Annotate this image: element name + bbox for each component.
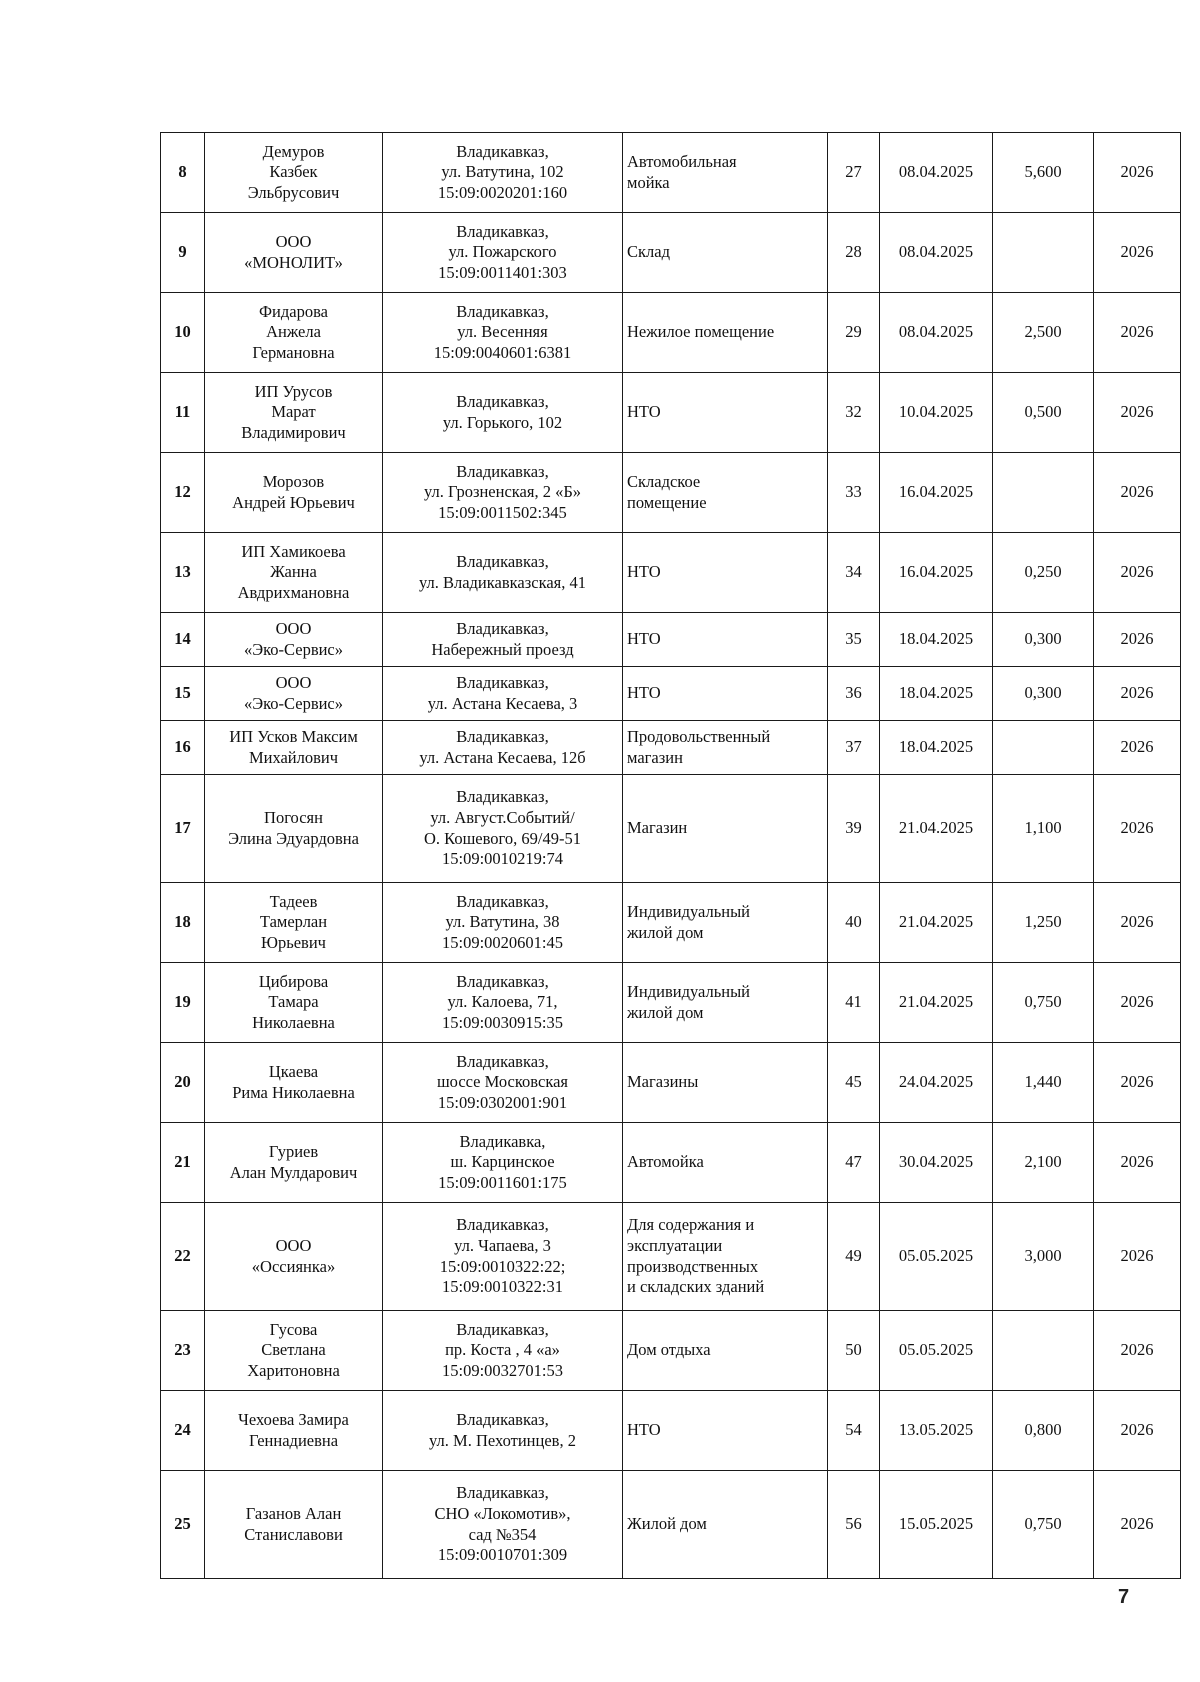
cell-line: Эльбрусович (247, 182, 340, 202)
year-cell: 2026 (1094, 1391, 1181, 1471)
date-cell: 18.04.2025 (880, 721, 993, 775)
cell-line: Владикавказ, (456, 672, 549, 692)
table-row (161, 721, 1181, 775)
cell-line: Фидарова (259, 301, 328, 321)
cell-line: Цибирова (258, 971, 329, 991)
date-cell: 08.04.2025 (880, 293, 993, 373)
row-number-cell: 13 (161, 533, 205, 613)
year-cell: 2026 (1094, 1203, 1181, 1311)
address-cell (383, 775, 623, 883)
applicant-name-cell (205, 883, 383, 963)
address-cell (383, 963, 623, 1043)
applicant-name-cell (205, 1203, 383, 1311)
year-cell: 2026 (1094, 613, 1181, 667)
address-cell (383, 453, 623, 533)
purpose-cell (623, 293, 828, 373)
registration-number-cell: 35 (828, 613, 880, 667)
cell-line: Продовольственный (627, 726, 771, 746)
cell-line: СНО «Локомотив», (434, 1503, 571, 1523)
cell-line: Владикавказ, (456, 1319, 549, 1339)
cell-line: Склад (627, 242, 670, 262)
table-row (161, 453, 1181, 533)
cell-line: Автомобильная (627, 151, 737, 171)
table-row (161, 1203, 1181, 1311)
row-number-cell: 9 (161, 213, 205, 293)
purpose-cell (623, 667, 828, 721)
cell-line: Индивидуальный (627, 901, 750, 921)
area-cell: 5,600 (993, 133, 1094, 213)
cell-line: шоссе Московская (436, 1072, 569, 1092)
cell-line: Гуриев (268, 1141, 319, 1161)
cell-line: Алан Мулдарович (229, 1162, 358, 1182)
row-number-cell: 17 (161, 775, 205, 883)
row-number-cell: 23 (161, 1311, 205, 1391)
cell-line: эксплуатации (627, 1235, 723, 1255)
cell-line: ул. Весенняя (457, 322, 548, 342)
date-cell: 16.04.2025 (880, 453, 993, 533)
area-cell: 1,100 (993, 775, 1094, 883)
registration-number-cell: 45 (828, 1043, 880, 1123)
cell-line: Светлана (261, 1340, 326, 1360)
year-cell: 2026 (1094, 775, 1181, 883)
applicant-name-cell (205, 453, 383, 533)
cell-line: Владикавказ, (456, 1409, 549, 1429)
cell-line: ООО (275, 231, 312, 251)
cell-line: 15:09:0020201:160 (437, 182, 568, 202)
area-cell (993, 453, 1094, 533)
date-cell: 16.04.2025 (880, 533, 993, 613)
applicant-name-cell (205, 1123, 383, 1203)
applicant-name-cell (205, 775, 383, 883)
cell-line: Владикавказ, (456, 221, 549, 241)
purpose-cell (623, 213, 828, 293)
cell-line: Андрей Юрьевич (232, 492, 355, 512)
address-cell (383, 533, 623, 613)
date-cell: 15.05.2025 (880, 1471, 993, 1579)
year-cell: 2026 (1094, 373, 1181, 453)
purpose-cell (623, 963, 828, 1043)
registration-number-cell: 47 (828, 1123, 880, 1203)
row-number-cell: 19 (161, 963, 205, 1043)
area-cell: 1,250 (993, 883, 1094, 963)
cell-line: ул. Ватутина, 102 (441, 162, 564, 182)
cell-line: Демуров (262, 141, 325, 161)
registration-number-cell: 50 (828, 1311, 880, 1391)
cell-line: ул. Август.Событий/ (430, 807, 575, 827)
date-cell: 24.04.2025 (880, 1043, 993, 1123)
purpose-cell (623, 775, 828, 883)
cell-line: 15:09:0011401:303 (438, 262, 567, 282)
year-cell: 2026 (1094, 963, 1181, 1043)
cell-line: Владикавказ, (456, 1483, 549, 1503)
cell-line: НТО (627, 402, 661, 422)
table-row (161, 293, 1181, 373)
purpose-cell (623, 453, 828, 533)
address-cell (383, 1391, 623, 1471)
registration-number-cell: 27 (828, 133, 880, 213)
area-cell: 0,250 (993, 533, 1094, 613)
applicant-name-cell (205, 721, 383, 775)
cell-line: Тамара (268, 992, 319, 1012)
cell-line: Чехоева Замира (238, 1409, 349, 1429)
cell-line: ООО (275, 1235, 312, 1255)
purpose-cell (623, 1043, 828, 1123)
cell-line: жилой дом (627, 922, 704, 942)
cell-line: Индивидуальный (627, 981, 750, 1001)
cell-line: 15:09:0030915:35 (441, 1012, 563, 1032)
cell-line: Для содержания и (627, 1215, 755, 1235)
cell-line: жилой дом (627, 1002, 704, 1022)
cell-line: Германовна (252, 342, 335, 362)
cell-line: Владикавказ, (456, 787, 549, 807)
cell-line: Дом отдыха (627, 1340, 711, 1360)
area-cell: 2,100 (993, 1123, 1094, 1203)
year-cell: 2026 (1094, 667, 1181, 721)
date-cell: 18.04.2025 (880, 667, 993, 721)
table-row (161, 775, 1181, 883)
cell-line: Владикавказ, (456, 141, 549, 161)
cell-line: Марат (271, 402, 316, 422)
applicant-name-cell (205, 667, 383, 721)
cell-line: и складских зданий (627, 1277, 765, 1297)
cell-line: Владикавка, (459, 1131, 546, 1151)
date-cell: 05.05.2025 (880, 1311, 993, 1391)
cell-line: НТО (627, 629, 661, 649)
cell-line: Харитоновна (247, 1360, 340, 1380)
cell-line: помещение (627, 492, 707, 512)
row-number-cell: 16 (161, 721, 205, 775)
cell-line: Юрьевич (261, 932, 326, 952)
area-cell: 0,300 (993, 667, 1094, 721)
cell-line: ул. Астана Кесаева, 3 (427, 693, 578, 713)
cell-line: Владикавказ, (456, 551, 549, 571)
table-row (161, 133, 1181, 213)
cell-line: ш. Карцинское (450, 1152, 555, 1172)
cell-line: Магазины (627, 1072, 699, 1092)
table-body (161, 133, 1181, 1579)
cell-line: Газанов Алан (245, 1503, 342, 1523)
table-row (161, 213, 1181, 293)
cell-line: Цкаева (268, 1061, 319, 1081)
cell-line: Морозов (262, 471, 325, 491)
cell-line: ул. Калоева, 71, (447, 992, 558, 1012)
registration-number-cell: 28 (828, 213, 880, 293)
registration-number-cell: 32 (828, 373, 880, 453)
year-cell: 2026 (1094, 1311, 1181, 1391)
applicant-name-cell (205, 1471, 383, 1579)
cell-line: НТО (627, 1420, 661, 1440)
cell-line: Жанна (270, 562, 317, 582)
cell-line: ул. Астана Кесаева, 12б (419, 747, 586, 767)
cell-line: ул. М. Пехотинцев, 2 (429, 1430, 576, 1450)
cell-line: Николаевна (252, 1012, 335, 1032)
cell-line: магазин (627, 747, 683, 767)
cell-line: Михайлович (248, 747, 339, 767)
cell-line: Владимирович (241, 422, 346, 442)
cell-line: ул. Ватутина, 38 (445, 912, 560, 932)
year-cell: 2026 (1094, 213, 1181, 293)
cell-line: О. Кошевого, 69/49-51 (424, 828, 581, 848)
cell-line: Жилой дом (627, 1514, 707, 1534)
date-cell: 18.04.2025 (880, 613, 993, 667)
applicant-name-cell (205, 613, 383, 667)
cell-line: 15:09:0010322:31 (441, 1277, 563, 1297)
purpose-cell (623, 1203, 828, 1311)
registration-number-cell: 39 (828, 775, 880, 883)
cell-line: Гусова (269, 1319, 318, 1339)
cell-line: Владикавказ, (456, 391, 549, 411)
cell-line: Тадеев (269, 891, 318, 911)
cell-line: Геннадиевна (248, 1430, 339, 1450)
cell-line: 15:09:0010219:74 (441, 849, 563, 869)
cell-line: Владикавказ, (456, 1051, 549, 1071)
cell-line: ул. Владикавказская, 41 (418, 572, 587, 592)
address-cell (383, 373, 623, 453)
cell-line: Погосян (264, 807, 323, 827)
area-cell (993, 1311, 1094, 1391)
row-number-cell: 14 (161, 613, 205, 667)
year-cell: 2026 (1094, 1043, 1181, 1123)
table-row (161, 613, 1181, 667)
table-row (161, 373, 1181, 453)
date-cell: 10.04.2025 (880, 373, 993, 453)
cell-line: мойка (627, 172, 670, 192)
cell-line: Авдрихмановна (237, 582, 350, 602)
registration-number-cell: 33 (828, 453, 880, 533)
cell-line: Набережный проезд (431, 639, 574, 659)
applicant-name-cell (205, 1043, 383, 1123)
table-row (161, 533, 1181, 613)
cell-line: НТО (627, 683, 661, 703)
table-row (161, 1311, 1181, 1391)
cell-line: «Оссиянка» (251, 1256, 336, 1276)
row-number-cell: 22 (161, 1203, 205, 1311)
cell-line: Тамерлан (259, 912, 328, 932)
address-cell (383, 1311, 623, 1391)
cell-line: «Эко-Сервис» (243, 693, 344, 713)
purpose-cell (623, 533, 828, 613)
purpose-cell (623, 373, 828, 453)
date-cell: 21.04.2025 (880, 775, 993, 883)
row-number-cell: 21 (161, 1123, 205, 1203)
address-cell (383, 883, 623, 963)
purpose-cell (623, 883, 828, 963)
address-cell (383, 1123, 623, 1203)
cell-line: Автомойка (627, 1152, 704, 1172)
year-cell: 2026 (1094, 1471, 1181, 1579)
cell-line: ИП Усков Максим (229, 726, 358, 746)
cell-line: 15:09:0010322:22; (439, 1256, 566, 1276)
address-cell (383, 133, 623, 213)
registration-number-cell: 56 (828, 1471, 880, 1579)
cell-line: 15:09:0302001:901 (437, 1092, 568, 1112)
cell-line: Складское (627, 471, 701, 491)
date-cell: 08.04.2025 (880, 213, 993, 293)
cell-line: ООО (275, 672, 312, 692)
purpose-cell (623, 613, 828, 667)
cell-line: Владикавказ, (456, 971, 549, 991)
date-cell: 21.04.2025 (880, 963, 993, 1043)
year-cell: 2026 (1094, 883, 1181, 963)
date-cell: 13.05.2025 (880, 1391, 993, 1471)
cell-line: Станиславови (244, 1524, 343, 1544)
cell-line: ИП Урусов (254, 381, 333, 401)
table-row (161, 883, 1181, 963)
cell-line: Элина Эдуардовна (228, 828, 359, 848)
cell-line: 15:09:0011502:345 (438, 502, 567, 522)
area-cell: 0,750 (993, 963, 1094, 1043)
area-cell (993, 721, 1094, 775)
area-cell: 3,000 (993, 1203, 1094, 1311)
row-number-cell: 8 (161, 133, 205, 213)
table-row (161, 1471, 1181, 1579)
registration-number-cell: 40 (828, 883, 880, 963)
cell-line: Владикавказ, (456, 1215, 549, 1235)
address-cell (383, 613, 623, 667)
cell-line: ООО (275, 618, 312, 638)
purpose-cell (623, 1311, 828, 1391)
row-number-cell: 25 (161, 1471, 205, 1579)
row-number-cell: 18 (161, 883, 205, 963)
cell-line: Магазин (627, 818, 688, 838)
address-cell (383, 213, 623, 293)
cell-line: ИП Хамикоева (241, 541, 346, 561)
cell-line: ул. Пожарского (448, 242, 557, 262)
cell-line: производственных (627, 1256, 759, 1276)
cell-line: Владикавказ, (456, 726, 549, 746)
cell-line: ул. Грозненская, 2 «Б» (423, 482, 582, 502)
cell-line: ул. Горького, 102 (442, 412, 563, 432)
row-number-cell: 20 (161, 1043, 205, 1123)
year-cell: 2026 (1094, 533, 1181, 613)
applicant-name-cell (205, 213, 383, 293)
table-row (161, 667, 1181, 721)
year-cell: 2026 (1094, 133, 1181, 213)
purpose-cell (623, 1471, 828, 1579)
registration-number-cell: 54 (828, 1391, 880, 1471)
row-number-cell: 12 (161, 453, 205, 533)
cell-line: «Эко-Сервис» (243, 639, 344, 659)
applicant-name-cell (205, 963, 383, 1043)
table-row (161, 1123, 1181, 1203)
address-cell (383, 667, 623, 721)
table-row (161, 1391, 1181, 1471)
cell-line: 15:09:0010701:309 (437, 1545, 568, 1565)
registration-number-cell: 49 (828, 1203, 880, 1311)
cell-line: «МОНОЛИТ» (244, 252, 343, 272)
cell-line: Владикавказ, (456, 891, 549, 911)
cell-line: Владикавказ, (456, 301, 549, 321)
purpose-cell (623, 1123, 828, 1203)
applicant-name-cell (205, 1391, 383, 1471)
purpose-cell (623, 1391, 828, 1471)
date-cell: 21.04.2025 (880, 883, 993, 963)
registration-number-cell: 41 (828, 963, 880, 1043)
area-cell (993, 213, 1094, 293)
date-cell: 30.04.2025 (880, 1123, 993, 1203)
purpose-cell (623, 721, 828, 775)
page-number: 7 (1118, 1586, 1130, 1608)
address-cell (383, 1203, 623, 1311)
registration-number-cell: 34 (828, 533, 880, 613)
area-cell: 2,500 (993, 293, 1094, 373)
permits-table (160, 132, 1181, 1579)
area-cell: 0,800 (993, 1391, 1094, 1471)
area-cell: 0,300 (993, 613, 1094, 667)
area-cell: 1,440 (993, 1043, 1094, 1123)
year-cell: 2026 (1094, 1123, 1181, 1203)
purpose-cell (623, 133, 828, 213)
cell-line: Владикавказ, (456, 461, 549, 481)
date-cell: 05.05.2025 (880, 1203, 993, 1311)
date-cell: 08.04.2025 (880, 133, 993, 213)
applicant-name-cell (205, 373, 383, 453)
year-cell: 2026 (1094, 453, 1181, 533)
row-number-cell: 11 (161, 373, 205, 453)
cell-line: Владикавказ, (456, 618, 549, 638)
applicant-name-cell (205, 533, 383, 613)
address-cell (383, 1043, 623, 1123)
address-cell (383, 1471, 623, 1579)
applicant-name-cell (205, 1311, 383, 1391)
cell-line: Нежилое помещение (627, 322, 775, 342)
cell-line: пр. Коста , 4 «а» (445, 1340, 560, 1360)
registration-number-cell: 29 (828, 293, 880, 373)
cell-line: сад №354 (468, 1524, 537, 1544)
applicant-name-cell (205, 293, 383, 373)
cell-line: Анжела (266, 322, 321, 342)
cell-line: Казбек (269, 162, 318, 182)
applicant-name-cell (205, 133, 383, 213)
address-cell (383, 721, 623, 775)
cell-line: 15:09:0020601:45 (441, 932, 563, 952)
table-row (161, 963, 1181, 1043)
area-cell: 0,500 (993, 373, 1094, 453)
address-cell (383, 293, 623, 373)
row-number-cell: 24 (161, 1391, 205, 1471)
cell-line: НТО (627, 562, 661, 582)
row-number-cell: 15 (161, 667, 205, 721)
year-cell: 2026 (1094, 721, 1181, 775)
registration-number-cell: 36 (828, 667, 880, 721)
area-cell: 0,750 (993, 1471, 1094, 1579)
registration-number-cell: 37 (828, 721, 880, 775)
row-number-cell: 10 (161, 293, 205, 373)
year-cell: 2026 (1094, 293, 1181, 373)
cell-line: 15:09:0011601:175 (438, 1172, 567, 1192)
cell-line: Рима Николаевна (232, 1082, 355, 1102)
table-row (161, 1043, 1181, 1123)
cell-line: 15:09:0032701:53 (441, 1360, 563, 1380)
cell-line: 15:09:0040601:6381 (433, 342, 572, 362)
cell-line: ул. Чапаева, 3 (454, 1235, 551, 1255)
